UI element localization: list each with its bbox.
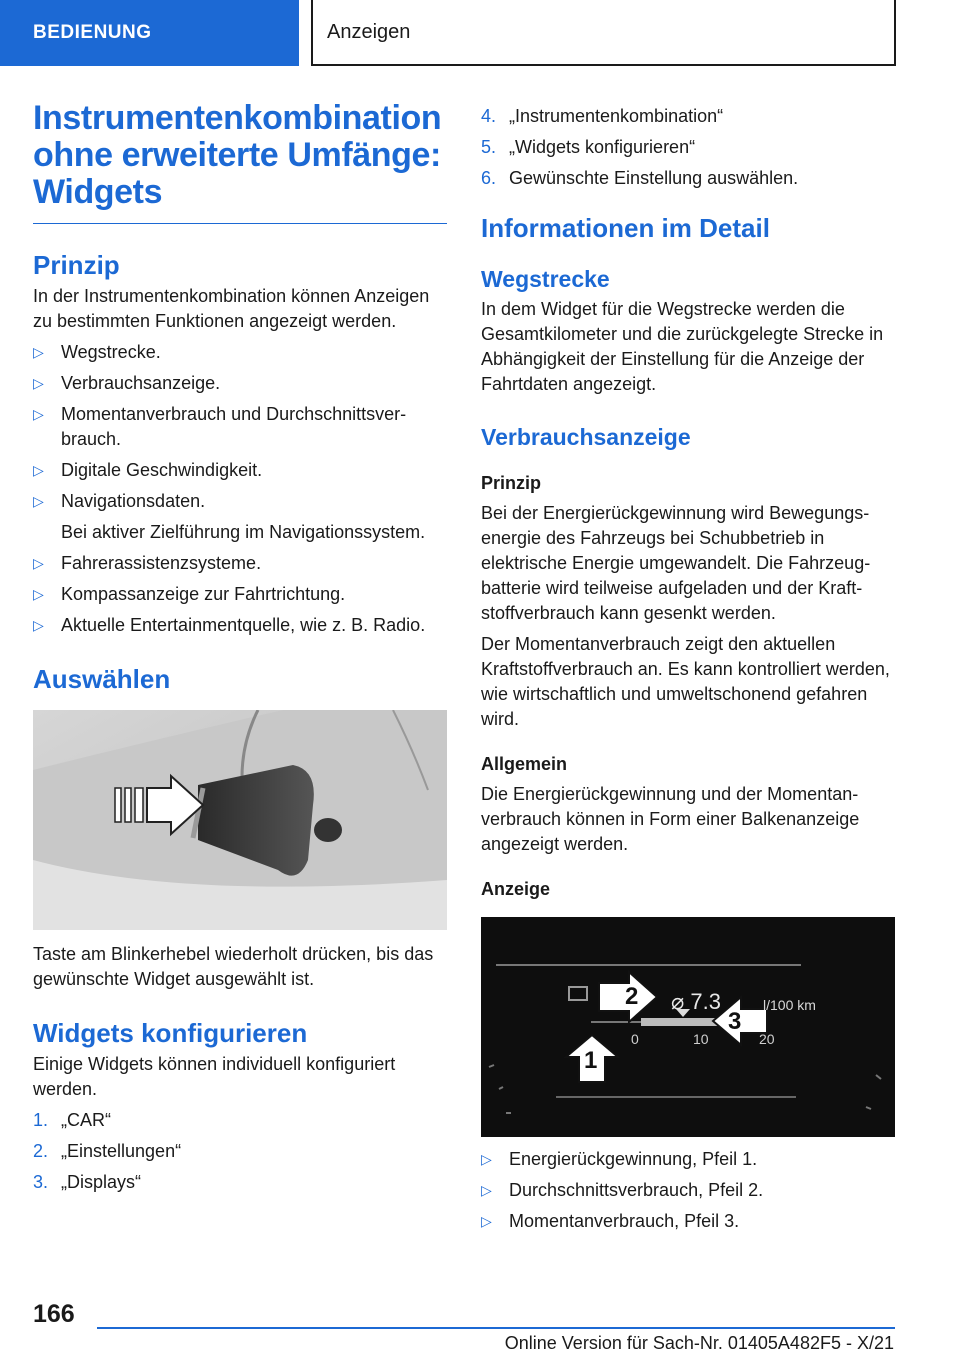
config-steps-2 (481, 104, 895, 191)
chapter-tab: BEDIENUNG (0, 0, 299, 66)
indicator-lever-illustration (33, 710, 447, 930)
list-item: ▷ Fahrerassistenzsysteme. (33, 551, 447, 576)
section-title: Anzeigen (311, 0, 896, 66)
list-item: ▷ Wegstrecke. (33, 340, 447, 365)
list-item: ▷ Durchschnittsverbrauch, Pfeil 2. (481, 1178, 895, 1203)
auswaehlen-caption: Taste am Blinkerhebel wiederholt drücken, bis das gewünschte Widget ausgewählt ist. (33, 944, 434, 989)
lever-button-image (33, 710, 447, 930)
page-number: 166 (33, 1300, 75, 1328)
step-item: 6. Gewünschte Einstellung auswählen. (481, 168, 799, 188)
triangle-bullet-icon: ▷ (33, 462, 44, 478)
list-item: ▷ Kompassanzeige zur Fahrtrichtung. (33, 582, 447, 607)
wegstrecke-text: In dem Widget für die Wegstrecke werden die Gesamtkilometer und die zurückgelegte Strecke in Abhängigkeit der Einstellung für die Anzeige der Fahrtdaten angezeigt. (481, 299, 884, 394)
consumption-unit: l/100 km (763, 997, 816, 1013)
konfig-heading: Widgets konfigurieren (33, 1018, 308, 1048)
arrow-2-label: 2 (625, 983, 639, 1010)
list-item: ▷ Energierückgewinnung, Pfeil 1. (481, 1147, 895, 1172)
config-steps-1 (33, 1108, 447, 1195)
chapter-title (33, 100, 447, 224)
anzeige-heading: Anzeige (481, 879, 551, 899)
triangle-bullet-icon: ▷ (33, 555, 44, 571)
consumption-value: ⌀ 7.3 (671, 989, 721, 1014)
tick-label: 20 (759, 1031, 775, 1047)
display-legend-list (481, 1147, 895, 1234)
list-item: ▷ Momentanverbrauch und Durchschnittsverbrauch. (33, 404, 407, 449)
right-column (481, 104, 895, 1234)
triangle-bullet-icon: ▷ (33, 617, 44, 633)
triangle-bullet-icon: ▷ (33, 406, 44, 422)
display-graphic (481, 917, 895, 1137)
wegstrecke-heading: Wegstrecke (481, 266, 610, 292)
consumption-display-figure (481, 917, 895, 1137)
tick-label: 0 (631, 1031, 639, 1047)
auswaehlen-heading: Auswählen (33, 664, 171, 694)
prinzip-heading: Prinzip (33, 250, 120, 280)
chapter-title-line-2: ohne erweiterte Umfänge: (33, 136, 441, 174)
prinzip-text: In der Instrumentenkombination können Anzeigen zu bestimmten Funktionen angezeigt werden. (33, 286, 430, 331)
tick-label: 10 (693, 1031, 709, 1047)
widget-list (33, 340, 447, 638)
konfig-text: Einige Widgets können individuell konfiguriert werden. (33, 1054, 396, 1099)
step-item: 2. „Einstellungen“ (33, 1141, 182, 1161)
info-heading: Informationen im Detail (481, 213, 770, 243)
verbrauch-heading: Verbrauchsanzeige (481, 424, 691, 450)
list-item: ▷ Aktuelle Entertainmentquelle, wie z. B. Radio. (33, 613, 447, 638)
step-item: 5. „Widgets konfigurieren“ (481, 137, 696, 157)
arrow-3-label: 3 (728, 1008, 742, 1035)
chapter-title-line-1: Instrumentenkombination (33, 99, 442, 137)
step-item: 4. „Instrumentenkombination“ (481, 106, 724, 126)
chapter-title-line-3: Widgets (33, 173, 163, 211)
allgemein-heading: Allgemein (481, 754, 568, 774)
list-item: ▷ Verbrauchsanzeige. (33, 371, 447, 396)
list-item: ▷ Navigationsdaten. Bei aktiver Zielführung im Navigationssystem. (33, 489, 447, 545)
triangle-bullet-icon: ▷ (33, 493, 44, 509)
list-item: ▷ Momentanverbrauch, Pfeil 3. (481, 1209, 895, 1234)
triangle-bullet-icon: ▷ (481, 1182, 492, 1198)
verbrauch-prinzip-text-1: Bei der Energierückgewinnung wird Bewegungsenergie des Fahrzeugs bei Schubbetrieb in elektrische Energie umgewandelt. Die Fahrzeugbatterie wird teilweise aufgeladen und der Kraftstoffverbrauch kann gesenkt werden. (481, 503, 871, 623)
footer-divider (97, 1327, 895, 1329)
triangle-bullet-icon: ▷ (33, 375, 44, 391)
triangle-bullet-icon: ▷ (481, 1213, 492, 1229)
triangle-bullet-icon: ▷ (481, 1151, 492, 1167)
step-item: 3. „Displays“ (33, 1172, 142, 1192)
allgemein-text: Die Energierückgewinnung und der Momentanverbrauch können in Form einer Balkenanzeige angezeigt werden. (481, 784, 860, 854)
arrow-1-label: 1 (584, 1047, 598, 1074)
step-item: 1. „CAR“ (33, 1110, 111, 1130)
nav-note: Bei aktiver Zielführung im Navigationssystem. (61, 522, 426, 542)
triangle-bullet-icon: ▷ (33, 344, 44, 360)
triangle-bullet-icon: ▷ (33, 586, 44, 602)
footer-version-text: Online Version für Sach-Nr. 01405A482F5 - X/21 (504, 1333, 894, 1353)
list-item: ▷ Digitale Geschwindigkeit. (33, 458, 447, 483)
left-column (33, 100, 447, 1195)
verbrauch-prinzip-text-2: Der Momentanverbrauch zeigt den aktuellen Kraftstoffverbrauch an. Es kann kontrolliert werden, wie wirtschaftlich und umweltschonend gefahren wird. (481, 634, 890, 729)
verbrauch-prinzip-heading: Prinzip (481, 473, 542, 493)
